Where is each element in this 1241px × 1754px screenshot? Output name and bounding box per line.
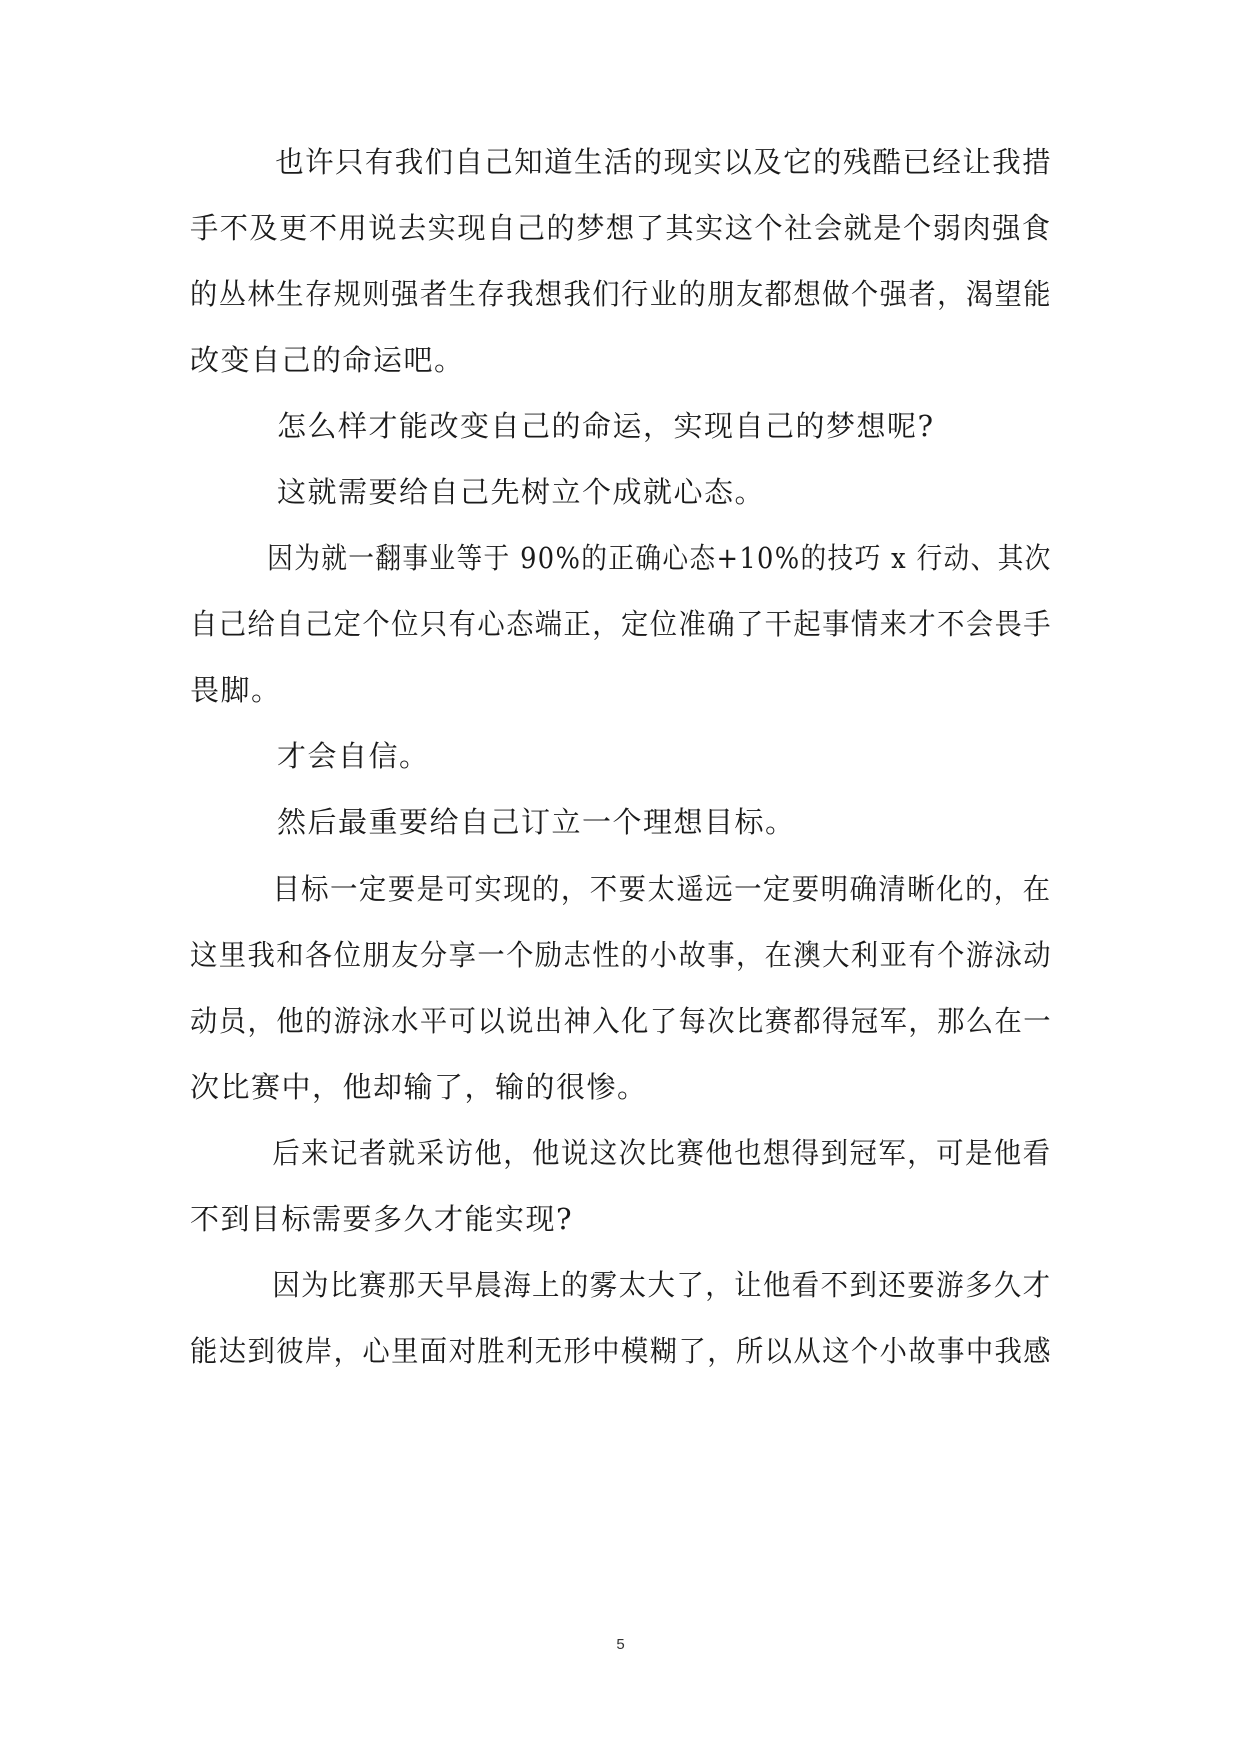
text-line: 后来记者就采访他，他说这次比赛他也想得到冠军，可是他看 — [272, 1136, 1052, 1170]
text-line: 次比赛中，他却输了，输的很惨。 — [190, 1070, 648, 1104]
text-line: 手不及更不用说去实现自己的梦想了其实这个社会就是个弱肉强食 — [190, 211, 1052, 245]
text-line: 畏脚。 — [190, 673, 282, 707]
text-line: 这里我和各位朋友分享一个励志性的小故事，在澳大利亚有个游泳动 — [190, 938, 1053, 972]
text-line: 才会自信。 — [277, 739, 430, 773]
text-line: 怎么样才能改变自己的命运，实现自己的梦想呢? — [277, 409, 935, 443]
text-line: 能达到彼岸，心里面对胜利无形中模糊了，所以从这个小故事中我感 — [190, 1334, 1053, 1368]
text-line: 动员，他的游泳水平可以说出神入化了每次比赛都得冠军，那么在一 — [190, 1004, 1053, 1038]
text-line: 不到目标需要多久才能实现? — [190, 1202, 574, 1236]
page-number: 5 — [616, 1636, 625, 1653]
text-line: 然后最重要给自己订立一个理想目标。 — [277, 805, 796, 839]
text-line: 也许只有我们自己知道生活的现实以及它的残酷已经让我措 — [275, 145, 1052, 179]
text-line: 因为比赛那天早晨海上的雾太大了，让他看不到还要游多久才 — [272, 1268, 1052, 1302]
text-line: 因为就一翻事业等于 90%的正确心态+10%的技巧 x 行动、其次 — [267, 541, 1052, 575]
text-line: 的丛林生存规则强者生存我想我们行业的朋友都想做个强者，渴望能 — [190, 277, 1053, 311]
text-line: 目标一定要是可实现的，不要太遥远一定要明确清晰化的，在 — [272, 872, 1052, 906]
text-line: 这就需要给自己先树立个成就心态。 — [277, 475, 766, 509]
text-line: 自己给自己定个位只有心态端正，定位准确了干起事情来才不会畏手 — [190, 607, 1053, 641]
text-line: 改变自己的命运吧。 — [190, 343, 465, 377]
